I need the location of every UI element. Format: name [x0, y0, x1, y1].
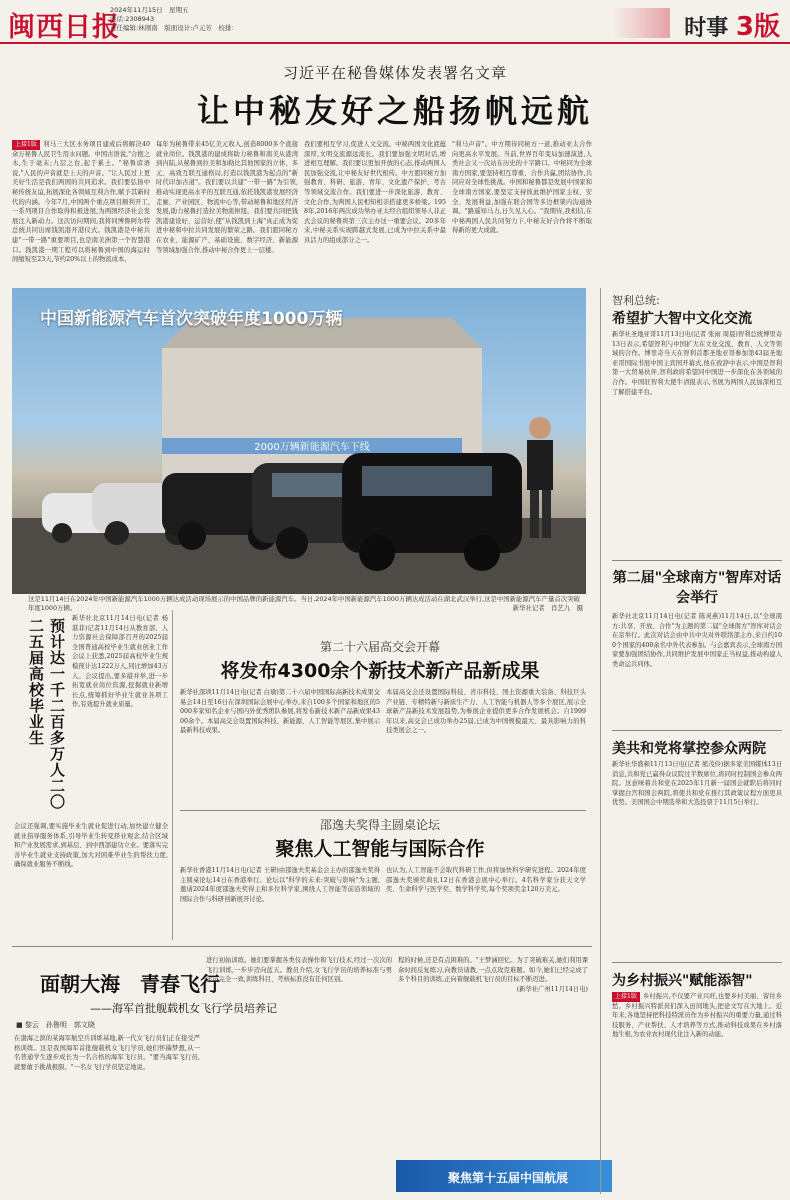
- right-column-divider: [600, 288, 601, 1194]
- column-divider: [172, 610, 173, 940]
- right-divider-3: [612, 962, 782, 963]
- feature-signoff: (新华社广州11月14日电): [516, 985, 588, 993]
- global-south-headline: 第二届"全球南方"智库对话会举行: [612, 570, 782, 606]
- graduates-headline: 预计达一千二百多万人二〇二五届高校毕业生: [27, 618, 66, 810]
- right-divider-2: [612, 730, 782, 731]
- ai-forum-headline: 聚焦人工智能与国际合作: [275, 838, 485, 860]
- lead-column-4: "利马声音"。中方期待同秘方一道,推动亚太合作向更高水平发展。当前,世界百年变局加速演进,人类社会又一次站在历史的十字路口。中秘同为全球南方国家,要坚持相互尊重、合作共赢,团结协作,共同应对全球性挑战。中国和秘鲁都是发展中国家和全球南方国家,要坚定支持彼此维护国家主权、安全、发展利益,加强在联合国等多边框架内沟通协调。"路遥知马力,日久见人心。"我期待,我相信,在中秘两国人民共同努力下,中秘友好合作将不断取得新的更大成就。: [452, 141, 592, 235]
- photo-credit: 新华社记者 肖艺九 摄: [512, 604, 583, 612]
- page-number: 3版: [735, 12, 780, 42]
- feature-text-3: 程的时候,还是有点困难的。"王梦涵回忆。为了突破难关,她们利用课余时间反复练习,向教员请教,一点点攻克难题。如今,她们已经完成了多个科目的训练,正向着舰载机飞行员的目标不断迈进。: [398, 957, 588, 984]
- lead-title: 让中秘友好之船扬帆远航: [196, 92, 593, 130]
- feature-column-2: 进行初始训练。她们要掌握各类仪表操作和飞行技术,经过一次次的飞行训练,一步步迈向蓝天。教员介绍,女飞行学员的培养标准与男学员完全一致,训练科目、考核标准没有任何区别。: [206, 957, 392, 984]
- feature-divider: [12, 946, 592, 947]
- right-divider-1: [612, 560, 782, 561]
- feature-byline: ■ 黎云 孙鲁明 郭文晓: [16, 1021, 95, 1029]
- us-congress-headline: 美共和党将掌控参众两院: [612, 741, 766, 757]
- ai-forum-column-2: 也认为,人工智能不会取代科研工作,但将加快科学研究进程。2024年度邵逸夫奖颁奖典礼12日在香港会展中心举行。4名科学家分获天文学奖、生命科学与医学奖、数学科学奖,每个奖项奖金120万美元。: [386, 867, 586, 894]
- lead-column-2: 每年为秘鲁带来45亿美元收入,创造8000多个直接就业岗位。钱凯港的建成将助力秘鲁和南美从港湾到内陆,从秘鲁到拉美和加勒比其他国家的立体、多元、高效互联互通格局,打造以钱凯港为起点的"新时代印加古道"。我们要以共建"一带一路"为引领,推动实现更高水平的互联互通,依托钱凯港发展经济走廊、产业园区、物流中心等,带动秘鲁和地区经济发展,助力秘鲁打造拉美物流枢纽。我们要共同把钱凯港建设好、运营好,使"从钱凯到上海"真正成为促进中秘和中拉共同发展的繁荣之路。我们愿同秘方在农业、能源矿产、基础设施、数字经济、新能源等领域加强合作,推动中秘合作更上一层楼。: [156, 141, 298, 254]
- ai-forum-kicker: 邵逸夫奖得主圆桌论坛: [319, 818, 440, 832]
- photo-caption-text: 这是11月14日在2024年中国新能源汽车1000万辆达成活动现场展示的中国品牌的新能源汽车。当日,2024年中国新能源汽车1000万辆达成活动在湖北武汉举行,这是中国新能源汽车产量首次突破年度1000万辆。: [28, 595, 580, 612]
- rural-continued-badge: 上接1版: [612, 992, 640, 1002]
- chile-body: 新华社圣地亚哥11月13日电(记者 张雨 周晨)智利总统博里奇13日表示,希望智利与中国扩大在文化交流、教育、人文等领域的合作。博里奇当天在智利首都圣地亚哥参加第43届圣地亚哥国际书展中国主宾国开幕式,他在致辞中表示,中国是智利第一大贸易伙伴,智利政府希望同中国进一步深化在各领域的合作。中国驻智利大使牛清报表示,书展为两国人民加深相互了解搭建平台。: [612, 331, 782, 396]
- section-divider: [180, 810, 586, 811]
- section-accent-bar: [612, 8, 670, 38]
- lead-subtitle: 习近平在秘鲁媒体发表署名文章: [282, 64, 507, 82]
- tech-fair-kicker: 第二十六届高交会开幕: [319, 640, 440, 654]
- tech-fair-column-1: 新华社深圳11月14日电(记者 白瑜)第二十六届中国国际高新技术成果交易会14日至16日在深圳国际会展中心举办,来自100多个国家和地区的5000多家知名企业与国内外优秀团队参展,将发布新技术新产品新成果4300余个。本届高交会设置国际科技、新能源、人工智能等展区,集中展示最新科技成果。: [180, 689, 380, 735]
- chile-headline: 希望扩大智中文化交流: [612, 311, 752, 327]
- ai-forum-column-1: 新华社香港11月14日电(记者 王研)由邵逸夫奖基金会主办的邵逸夫奖得主圆桌论坛14日在香港举行。论坛以"科学的未来:突破与影响"为主题,邀请2024年度邵逸夫奖得主和多位科学家,围绕人工智能等前沿领域的国际合作与科研创新展开讨论。: [180, 867, 380, 903]
- feature-column-3: [398, 956, 588, 1116]
- airshow-banner: 聚焦第十五届中国航展: [396, 1160, 612, 1192]
- newspaper-logo: 闽西日报: [8, 12, 120, 43]
- us-congress-body: 新华社华盛顿11月13日电(记者 熊茂伶)据多家美国媒体13日消息,共和党已赢得众议院过半数席位,将同时控制国会参众两院。这意味着共和党在2025年1月新一届国会就职后将同时掌握白宫和国会两院,将使共和党在推行其政策议程方面更具优势。美国国会中期选举和大选投票于11月5日举行。: [612, 761, 782, 807]
- graduates-column-2: 会议还强调,要实施毕业生就业促进行动,加快建立健全就业指导服务体系,引导毕业生转变择业观念,结合区域和产业发展需求,到基层、到中西部建功立业。要落实完善毕业生就业支持政策,加大对困难毕业生的帮扶力度,确保就业服务不断线。: [14, 823, 168, 869]
- issue-date: 2024年11月15日 星期五: [110, 6, 189, 14]
- news-photo: [12, 288, 586, 594]
- rural-revival-headline: 为乡村振兴"赋能添智": [612, 973, 753, 989]
- rural-revival-column: [612, 992, 782, 1192]
- feature-subtitle: ——海军首批舰载机女飞行学员培养记: [90, 1002, 277, 1015]
- lead-text-1: 利马三大区水务项目建成后将解决40余万秘鲁人民卫生用水问题。中国古语说,"合抱之木,生于毫末;九层之台,起于累土。"秘鲁谚语说,"人民的声音就是上天的声音。"让人民过上更美好生活是我们两国的共同追求。我们要弘扬中秘传统友谊,拓展深化各领域互利合作,赋予其新时代的内涵。今年7月,中国两个重点项目顺利开工,一系列项目合作取得积极进展,为两国经济社会发展注入新动力。这次访问期间,我将同博鲁阿尔特总统共同出席钱凯港开港仪式。钱凯港是中秘共建"一带一路"重要项目,也是南美洲第一个智慧港口。钱凯港一期工程可以将秘鲁到中国的海运时间缩短至23天,节约20%以上的物流成本。: [12, 141, 150, 264]
- feature-headline: 面朝大海 青春飞行: [40, 972, 220, 996]
- section-header: [684, 6, 780, 43]
- global-south-body: 新华社北京11月14日电(记者 陈灵燕)11月14日,以"全球南方:共享、开放、合作"为主题的第二届"全球南方"智库对话会在京举行。此次对话会由中共中央对外联络部主办,来自约100个国家的400余名中外代表参加。与会嘉宾表示,全球南方国家要加强团结协作,共同维护发展中国家正当权益,推动构建人类命运共同体。: [612, 613, 782, 668]
- feature-column-1: 在渤海之滨的某海军航空兵训练基地,新一代女飞行员们正在接受严格训练。这是我国海军首批舰载机女飞行学员,她们怀揣梦想,从一名普通学生逐步成长为一名合格的海军飞行员。"要当海军飞行员,就要敢于挑战极限。"一名女飞行学员坚定地说。: [14, 1035, 200, 1071]
- tech-fair-headline: 将发布4300余个新技术新产品新成果: [220, 660, 540, 682]
- continued-badge: 上接1版: [12, 140, 40, 150]
- issue-phone: 电话:2308943: [110, 15, 155, 23]
- masthead: [0, 0, 790, 44]
- lead-column-1: [12, 140, 150, 282]
- graduates-column-1: 新华社北京11月14日电(记者 杨湛菲)记者11月14日从教育部、人力资源社会保障部召开的2025届全国普通高校毕业生就业创业工作会议上获悉,2025届高校毕业生规模预计达1222万人,同比增加43万人。会议提出,要多措并举,进一步拓宽就业岗位资源,挖掘就业新增长点,统筹抓好毕业生就业各项工作,有效提升就业质量。: [72, 615, 168, 709]
- section-label: 时事: [684, 16, 729, 41]
- rural-revival-body: 乡村振兴,不仅要产业兴旺,也要乡村美丽、留住乡愁。乡村振兴特派员们深入田间地头,把论文写在大地上。近年来,各地坚持把科技特派员作为乡村振兴的重要力量,通过科技服务、产业帮扶、人才培养等方式,推动科技成果在乡村落地生根,为农业农村现代化注入新的动能。: [612, 993, 782, 1039]
- photo-illustration: [12, 288, 586, 594]
- issue-meta: [110, 6, 238, 33]
- photo-title: 中国新能源汽车首次突破年度1000万辆: [40, 309, 343, 329]
- tech-fair-column-2: 本届高交会还设置国际科技、省市科技、国土资源重大装备、科技巨头产业链、专精特新与新质生产力、人工智能与机器人等多个展区,展示全球新产品新技术发展趋势,为参展企业提供更多合作发展机会。自1999年以来,高交会已成功举办25届,已成为中国规模最大、最具影响力的科技类展会之一。: [386, 689, 586, 735]
- banner-text: 2000万辆新能源汽车下线: [254, 442, 370, 453]
- chile-kicker: 智利总统:: [612, 294, 660, 307]
- photo-caption: [28, 595, 583, 613]
- lead-column-3: 我们要相互学习,促进人文交流。中秘两国文化底蕴深厚,文明交流源远流长。我们要加强文明对话,增进相互理解。我们要以更加开放的心态,推动两国人民加强交流,让中秘友好世代相传。中方愿同秘方加强教育、科研、旅游、青年、文化遗产保护、考古等领域交流合作。我们要进一步深化旅游、教育、文化合作,为两国人民相知相亲搭建更多桥梁。1958年,2016年两次成功举办亚太经合组织领导人非正式会议的秘鲁将第三次主办这一重要会议。20多年来,中秘关系实现跨越式发展,已成为中拉关系中最具活力的组成部分之一。: [304, 141, 446, 244]
- issue-editors: 责任编辑:林刚南 版面设计:卢元芳 校排：: [110, 24, 238, 32]
